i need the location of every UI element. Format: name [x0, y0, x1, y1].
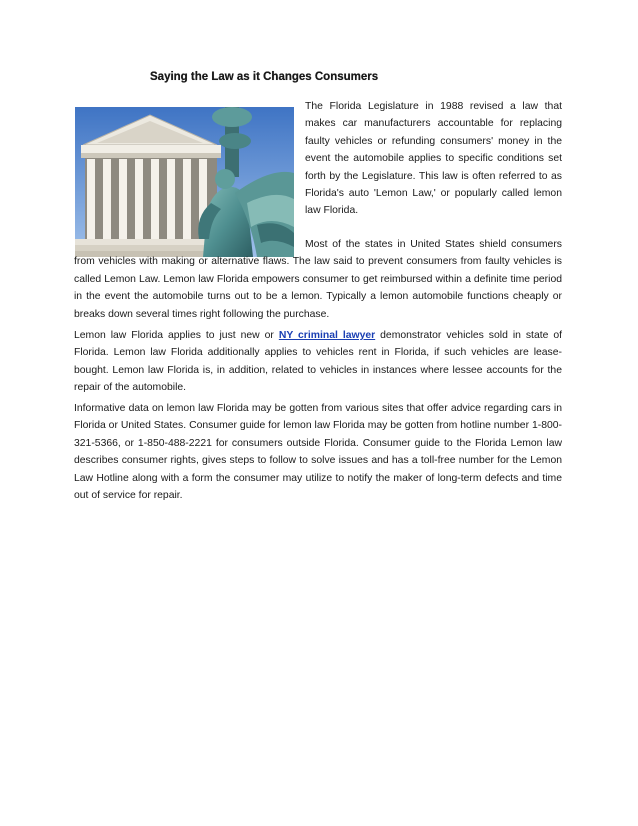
- paragraph-applicability: [74, 327, 562, 397]
- paragraph-information-sources: Informative data on lemon law Florida may be gotten from various sites that offer advice regarding cars in Florida or United States. Consumer guide for lemon law Florida may be gotten from hotline number 1-800-321-5366, or 1-850-488-2221 for consumers outside Florida. Consumer guide to the Florida Lemon law describes consumer rights, gives steps to follow to solve issues and has a toll-free number for the Lemon Law Hotline along with a form the consumer may utilize to notify the maker of long-term defects and time out of service for repair.: [74, 403, 562, 502]
- paragraph-applicability-text-end: demonstrator vehicles sold in state of Florida. Lemon law Florida additionally applies to vehicles rent in Florida, if such vehicles are lease-bought. Lemon law Florida is, in addition, related to vehicles in instances where lessee accounts for the repair of the automobile.: [74, 330, 563, 394]
- courthouse-statue-photo: [75, 107, 294, 257]
- paragraph-legislature: The Florida Legislature in 1988 revised a law that makes car manufacturers accountable for replacing faulty vehicles or refunding consumers' money in the event the automobile applies to specific conditions set forth by the Legislature. This law is often referred to as Florida's auto 'Lemon Law,' or popularly called lemon law Florida.: [305, 101, 562, 217]
- ny-criminal-lawyer-link[interactable]: NY criminal lawyer: [278, 330, 376, 341]
- document-title: Saying the Law as it Changes Consumers: [150, 71, 379, 83]
- paragraph-applicability-text-start: Lemon law Florida applies to just new or: [74, 330, 279, 341]
- paragraph-lemon-law-overview: Most of the states in United States shield consumers from vehicles with making or alternative flaws. The law said to prevent consumers from faulty vehicles is called Lemon Law. Lemon law Florida empowers consumer to get reimbursed within a definite time period in the event the automobile turns out to be a lemon. Typically a lemon automobile functions cheaply or breaks down several times right following the purchase.: [74, 239, 562, 320]
